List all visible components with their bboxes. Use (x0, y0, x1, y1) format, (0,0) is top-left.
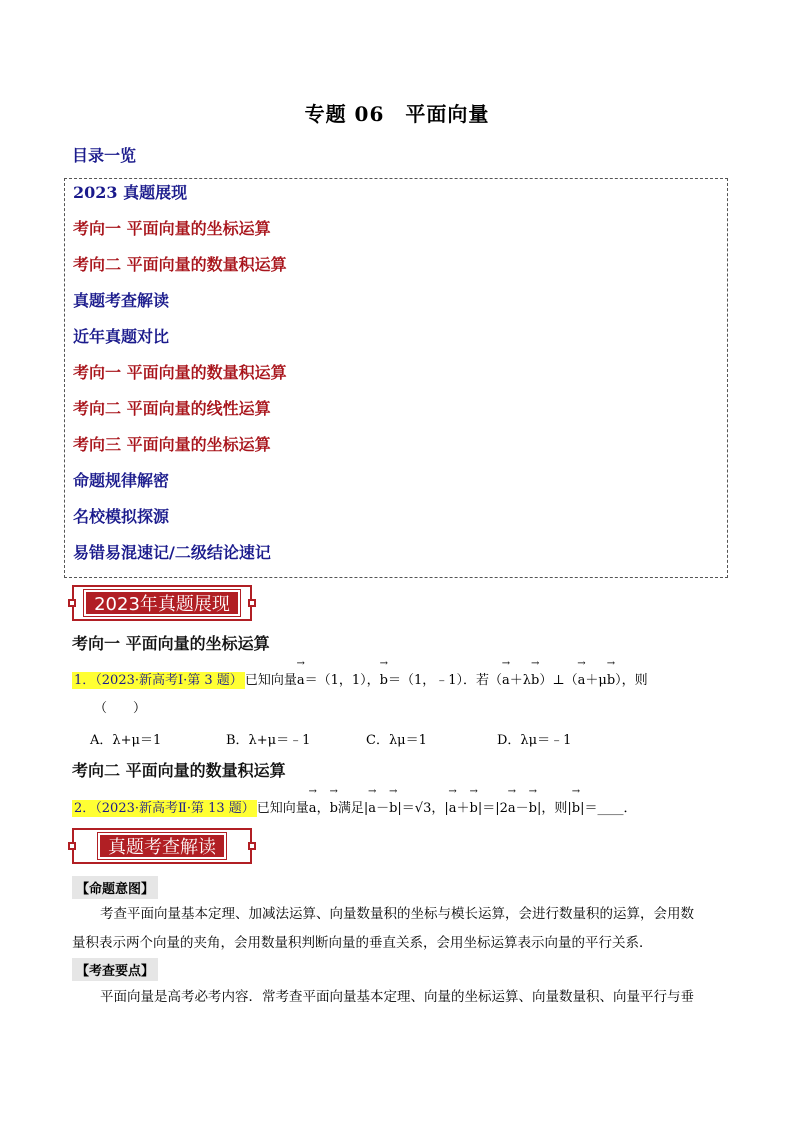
question-1-blank: （ ） (94, 701, 147, 716)
choice-b[interactable]: B．λ+μ＝﹣1 (226, 733, 311, 748)
tag-intent: 【命题意图】 (72, 876, 158, 899)
question-1-source: 1．（2023·新高考Ⅰ·第 3 题） (74, 673, 243, 688)
toc-item-recent-comparison[interactable]: 近年真题对比 (73, 327, 170, 346)
section-direction1: 考向一 平面向量的坐标运算 (72, 634, 270, 653)
question-2: 2．（2023·新高考Ⅱ·第 13 题） 已知向量→ a，→ b满足|→ a－→ b|＝√3，|→ a＋→ b|＝|2→ a－→ b|，则|→ b|＝____． (72, 799, 636, 819)
toc-item-compare-linear[interactable]: 考向二 平面向量的线性运算 (73, 399, 271, 418)
choice-d[interactable]: D．λμ＝﹣1 (497, 733, 572, 748)
choice-a[interactable]: A．λ+μ＝1 (90, 733, 162, 748)
toc-item-2023[interactable]: 2023 真题展现 (73, 183, 188, 202)
toc-item-mock-source[interactable]: 名校模拟探源 (73, 507, 170, 526)
banner-label: 2023年真题展现 (84, 590, 240, 616)
section-direction2: 考向二 平面向量的数量积运算 (72, 761, 286, 780)
banner-ornament (68, 599, 76, 607)
banner-ornament (248, 842, 256, 850)
toc-heading: 目录一览 (72, 146, 137, 165)
toc-item-direction2-dot-product[interactable]: 考向二 平面向量的数量积运算 (73, 255, 287, 274)
vector-b: → b (607, 671, 615, 691)
vector-a: → a (297, 671, 305, 691)
paragraph-key-points-line1: 平面向量是高考必考内容．常考查平面向量基本定理、向量的坐标运算、向量数量积、向量平行与垂 (100, 989, 694, 1005)
question-2-source: 2．（2023·新高考Ⅱ·第 13 题） (74, 801, 255, 816)
paragraph-intent-line1: 考查平面向量基本定理、加减法运算、向量数量积的坐标与模长运算，会进行数量积的运算，会用数 (100, 906, 694, 922)
question-1: 1．（2023·新高考Ⅰ·第 3 题） 已知向量→ a＝（1，1），→ b＝（1，﹣1）．若（→ a＋λ→ b）⊥（→ a＋μ→ b），则 (72, 671, 648, 691)
toc-item-pattern[interactable]: 命题规律解密 (73, 471, 170, 490)
vector-b: → b (380, 671, 388, 691)
toc-item-compare-coordinate[interactable]: 考向三 平面向量的坐标运算 (73, 435, 271, 454)
banner-2023-real-questions (72, 585, 252, 621)
page-title: 专题 06 平面向量 (304, 102, 490, 126)
banner-ornament (68, 842, 76, 850)
banner-label: 真题考查解读 (98, 833, 226, 859)
toc-box (64, 178, 728, 578)
toc-item-direction1-coordinate[interactable]: 考向一 平面向量的坐标运算 (73, 219, 271, 238)
choice-c[interactable]: C．λμ＝1 (366, 733, 427, 748)
toc-item-exam-analysis[interactable]: 真题考查解读 (73, 291, 170, 310)
toc-item-mistakes[interactable]: 易错易混速记/二级结论速记 (73, 543, 271, 562)
vector-b: → b (531, 671, 539, 691)
banner-ornament (248, 599, 256, 607)
toc-item-compare-dot-product[interactable]: 考向一 平面向量的数量积运算 (73, 363, 287, 382)
banner-exam-analysis (72, 828, 252, 864)
tag-key-points: 【考查要点】 (72, 958, 158, 981)
vector-a: → a (578, 671, 586, 691)
vector-a: → a (502, 671, 510, 691)
paragraph-intent-line2: 量积表示两个向量的夹角，会用数量积判断向量的垂直关系，会用坐标运算表示向量的平行关系． (72, 935, 653, 951)
